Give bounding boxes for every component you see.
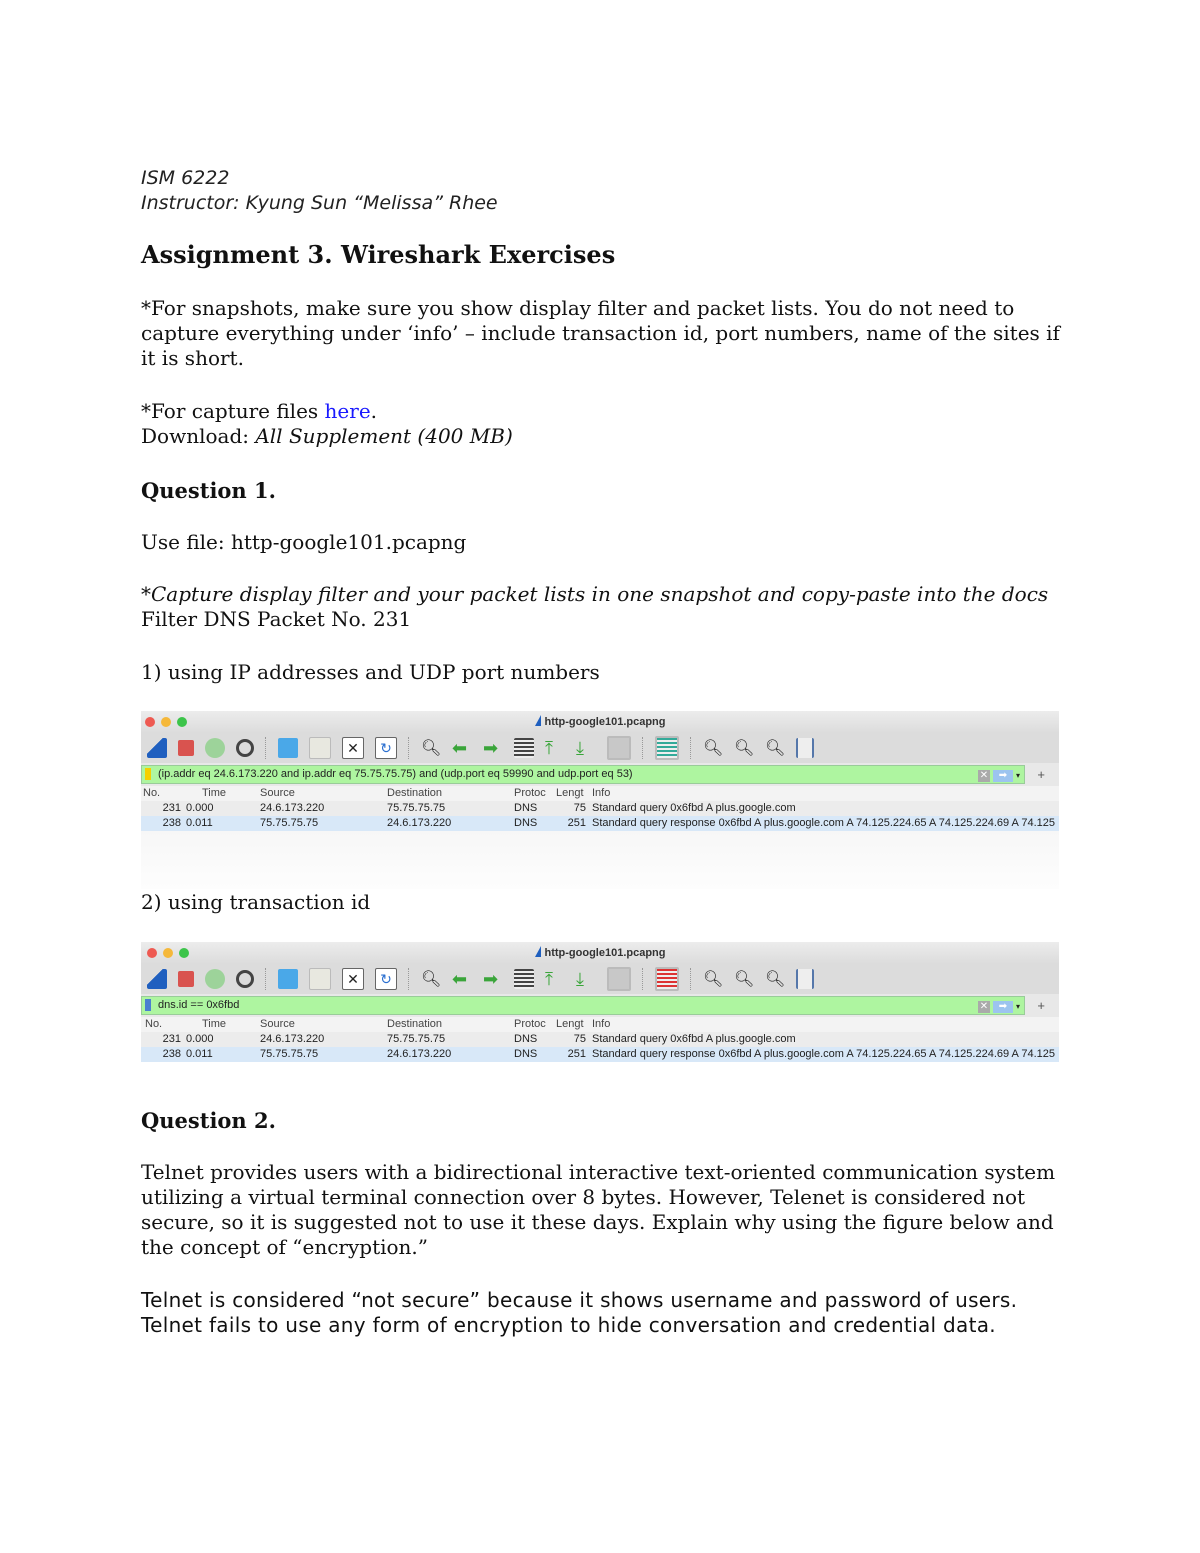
close-file-icon[interactable]: ✕ — [342, 968, 364, 990]
cell-length: 251 — [567, 1048, 586, 1060]
table-row[interactable] — [141, 801, 1059, 816]
shark-fin-icon — [535, 946, 541, 957]
download-label: Download: — [141, 424, 256, 448]
display-filter-input[interactable] — [141, 765, 1025, 784]
cell-protocol: DNS — [514, 1033, 538, 1045]
restart-capture-icon[interactable] — [205, 738, 225, 758]
cell-protocol: DNS — [514, 817, 538, 829]
cell-destination: 24.6.173.220 — [387, 1048, 452, 1060]
save-file-icon[interactable] — [309, 968, 331, 990]
normal-size-icon[interactable]: 🔍︎ — [765, 971, 786, 988]
snapshot-note: *For snapshots, make sure you show display filter and packet lists. You do not need to capture everything under ‘info’ – include transaction id, port numbers, name of the sites if it is short. — [141, 296, 1060, 370]
instruction-rest: Filter DNS Packet No. 231 — [141, 607, 412, 631]
filter-dropdown-icon[interactable]: ▾ — [1015, 1002, 1020, 1011]
bookmark-icon[interactable] — [145, 768, 151, 780]
cell-length: 75 — [573, 1033, 586, 1045]
title-bar — [141, 942, 1059, 964]
zoom-in-icon[interactable]: 🔍︎ — [703, 740, 724, 757]
window-title: http-google101.pcapng — [544, 716, 666, 728]
cell-info: Standard query 0x6fbd A plus.google.com — [592, 1033, 796, 1045]
table-row[interactable] — [141, 1032, 1059, 1047]
use-file: Use file: http-google101.pcapng — [141, 530, 467, 554]
go-to-packet-icon[interactable] — [514, 738, 534, 758]
last-packet-icon[interactable]: ⤓ — [576, 738, 584, 758]
cell-no: 231 — [162, 1033, 181, 1045]
stop-capture-icon[interactable] — [178, 740, 194, 756]
cell-time: 0.000 — [186, 802, 214, 814]
find-packet-icon[interactable]: 🔍︎ — [421, 971, 442, 988]
cell-destination: 75.75.75.75 — [387, 802, 446, 814]
question-1-heading: Question 1. — [141, 478, 276, 503]
column-info[interactable]: Info — [592, 787, 611, 799]
download-line — [141, 424, 1071, 449]
cell-no: 238 — [162, 1048, 181, 1060]
restart-capture-icon[interactable] — [205, 969, 225, 989]
open-folder-icon[interactable] — [278, 738, 298, 758]
q2-answer: Telnet is considered “not secure” because it shows username and password of users. Telnet fails to use any form of encryption to hide conversation and credential data. — [141, 1288, 1018, 1337]
zoom-in-icon[interactable]: 🔍︎ — [703, 971, 724, 988]
start-capture-icon[interactable] — [147, 738, 167, 758]
table-row[interactable] — [141, 816, 1059, 831]
close-file-icon[interactable]: ✕ — [342, 737, 364, 759]
colorize-icon[interactable] — [655, 967, 679, 991]
column-source[interactable]: Source — [260, 787, 295, 799]
cell-source: 24.6.173.220 — [260, 802, 325, 814]
cell-no: 238 — [162, 817, 181, 829]
column-length[interactable]: Lengt — [556, 787, 584, 799]
open-folder-icon[interactable] — [278, 969, 298, 989]
column-no[interactable]: No. — [145, 1018, 163, 1030]
first-packet-icon[interactable]: ⤒ — [545, 738, 553, 758]
cell-info: Standard query response 0x6fbd A plus.google.com A 74.125.224.65 A 74.125.224.69 A 74.125 — [592, 817, 1055, 829]
clear-filter-icon[interactable]: ✕ — [979, 769, 989, 781]
part-2-label: 2) using transaction id — [141, 890, 371, 914]
zoom-out-icon[interactable]: 🔍︎ — [734, 971, 755, 988]
title-bar — [141, 711, 1059, 733]
start-capture-icon[interactable] — [147, 969, 167, 989]
column-time[interactable]: Time — [202, 787, 227, 799]
column-source[interactable]: Source — [260, 1018, 295, 1030]
zoom-out-icon[interactable]: 🔍︎ — [734, 740, 755, 757]
bookmark-icon[interactable] — [145, 999, 151, 1011]
cell-no: 231 — [162, 802, 181, 814]
toolbar — [141, 733, 1059, 763]
reload-icon[interactable]: ↻ — [375, 968, 397, 990]
question-2-heading: Question 2. — [141, 1108, 276, 1133]
column-protocol[interactable]: Protoc — [514, 1018, 546, 1030]
add-filter-button[interactable]: + — [1037, 767, 1045, 782]
stop-capture-icon[interactable] — [178, 971, 194, 987]
window-title: http-google101.pcapng — [544, 947, 666, 959]
column-destination[interactable]: Destination — [387, 787, 443, 799]
resize-columns-icon[interactable] — [796, 738, 814, 758]
capture-options-icon[interactable] — [236, 970, 254, 988]
reload-icon[interactable]: ↻ — [375, 737, 397, 759]
blurred-area — [141, 831, 1059, 889]
column-length[interactable]: Lengt — [556, 1018, 584, 1030]
cell-time: 0.011 — [186, 1048, 213, 1060]
last-packet-icon[interactable]: ⤓ — [576, 969, 584, 989]
q2-prompt: Telnet provides users with a bidirectional interactive text-oriented communication system utilizing a virtual terminal connection over 8 bytes. However, Telenet is considered not secure, so it is suggested not to use it these days. Explain why using the figure below and the concept of “encryption.” — [141, 1160, 1056, 1259]
cell-protocol: DNS — [514, 802, 538, 814]
cell-source: 75.75.75.75 — [260, 1048, 319, 1060]
cell-source: 24.6.173.220 — [260, 1033, 325, 1045]
column-no[interactable]: No. — [143, 787, 161, 799]
cell-length: 75 — [573, 802, 586, 814]
column-time[interactable]: Time — [202, 1018, 227, 1030]
packet-list-header — [141, 1017, 1059, 1032]
filter-dropdown-icon[interactable]: ▾ — [1015, 771, 1020, 780]
normal-size-icon[interactable]: 🔍︎ — [765, 740, 786, 757]
go-to-packet-icon[interactable] — [514, 969, 534, 989]
q1-instruction — [141, 582, 1071, 632]
resize-columns-icon[interactable] — [796, 969, 814, 989]
find-packet-icon[interactable]: 🔍︎ — [421, 740, 442, 757]
autoscroll-icon[interactable] — [607, 967, 631, 991]
filter-text: (ip.addr eq 24.6.173.220 and ip.addr eq 75.75.75.75) and (udp.port eq 59990 and udp.port eq 53) — [158, 768, 633, 780]
cell-source: 75.75.75.75 — [260, 817, 319, 829]
cell-destination: 75.75.75.75 — [387, 1033, 446, 1045]
column-protocol[interactable]: Protoc — [514, 787, 546, 799]
instructor: Instructor: Kyung Sun “Melissa” Rhee — [141, 192, 498, 214]
cell-info: Standard query response 0x6fbd A plus.google.com A 74.125.224.65 A 74.125.224.69 A 74.125 — [592, 1048, 1055, 1060]
add-filter-button[interactable]: + — [1037, 998, 1045, 1013]
apply-filter-icon[interactable]: ➡ — [993, 1001, 1013, 1013]
wireshark-screenshot-1 — [141, 711, 1059, 889]
capture-files-link[interactable]: here — [324, 399, 371, 423]
page-title: Assignment 3. Wireshark Exercises — [141, 240, 616, 269]
cell-time: 0.011 — [186, 817, 213, 829]
part-1-label: 1) using IP addresses and UDP port numbers — [141, 660, 600, 684]
cell-destination: 24.6.173.220 — [387, 817, 452, 829]
course-code: ISM 6222 — [141, 167, 230, 189]
column-info[interactable]: Info — [592, 1018, 611, 1030]
table-row[interactable] — [141, 1047, 1059, 1062]
cell-info: Standard query 0x6fbd A plus.google.com — [592, 802, 796, 814]
packet-list-header — [141, 786, 1059, 801]
display-filter-input[interactable] — [141, 996, 1025, 1015]
cell-time: 0.000 — [186, 1033, 214, 1045]
clear-filter-icon[interactable]: ✕ — [979, 1000, 989, 1012]
go-back-icon[interactable]: ⬅ — [452, 969, 468, 989]
wireshark-screenshot-2 — [141, 942, 1059, 1062]
colorize-icon[interactable] — [655, 736, 679, 760]
download-value: All Supplement (400 MB) — [255, 424, 513, 448]
cell-length: 251 — [567, 817, 586, 829]
cell-protocol: DNS — [514, 1048, 538, 1060]
filter-text: dns.id == 0x6fbd — [158, 999, 240, 1011]
capture-suffix: . — [370, 399, 378, 423]
course-header — [141, 166, 498, 216]
save-file-icon[interactable] — [309, 737, 331, 759]
apply-filter-icon[interactable]: ➡ — [993, 770, 1013, 782]
go-forward-icon[interactable]: ➡ — [483, 738, 499, 758]
instruction-italic: *Capture display filter and your packet lists in one snapshot and copy-paste into the docs — [141, 582, 1049, 606]
capture-prefix: *For capture files — [141, 399, 325, 423]
capture-files-line — [141, 399, 1071, 424]
go-back-icon[interactable]: ⬅ — [452, 738, 468, 758]
toolbar — [141, 964, 1059, 994]
column-destination[interactable]: Destination — [387, 1018, 443, 1030]
shark-fin-icon — [535, 715, 541, 726]
first-packet-icon[interactable]: ⤒ — [545, 969, 553, 989]
go-forward-icon[interactable]: ➡ — [483, 969, 499, 989]
autoscroll-icon[interactable] — [607, 736, 631, 760]
capture-options-icon[interactable] — [236, 739, 254, 757]
